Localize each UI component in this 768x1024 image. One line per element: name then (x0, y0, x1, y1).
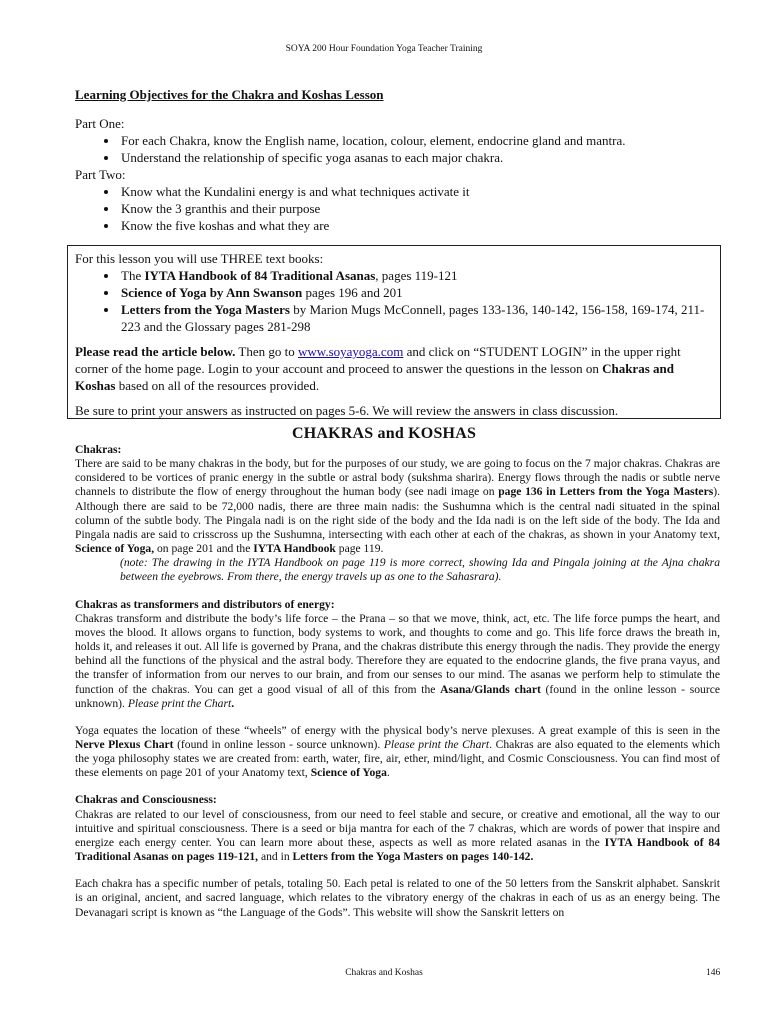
box-intro: For this lesson you will use THREE text books: (75, 251, 324, 266)
text-italic: Please print the Chart (127, 696, 232, 710)
section-heading: Chakras as transformers and distributors of energy: (75, 597, 335, 611)
instruction-bold: Please read the article below. (75, 344, 236, 359)
text-bold: Science of Yoga (310, 766, 387, 780)
text-bold: page 136 in Letters from the Yoga Masters (498, 485, 714, 499)
page-number: 146 (706, 968, 721, 978)
book-text: , pages 119-121 (375, 268, 458, 283)
text: and in (258, 850, 293, 864)
text: . (386, 766, 390, 780)
paragraph (75, 457, 720, 556)
text: (found in online lesson - source unknown). (173, 737, 384, 751)
part-one-list (75, 132, 715, 166)
section-heading: Chakras: (75, 443, 122, 456)
instruction-text: Then go to (235, 344, 299, 359)
note-paragraph: (note: The drawing in the IYTA Handbook on page 119 is more correct, showing Ida and Pingala joining at the Ajna chakra between the eyebrows. From there, the energy travels up as one to the Sahasrara). (120, 556, 720, 584)
text-italic: Please print the Chart (383, 737, 490, 751)
instruction-text: based on all of the resources provided. (115, 378, 320, 393)
list-item (119, 284, 713, 301)
book-text: pages 196 and 201 (302, 285, 403, 300)
text: Yoga equates the location of these “wheels” of energy with the physical body’s nerve plexuses. A great example of this is seen in the (75, 723, 720, 737)
list-item: • Understand the relationship of specific yoga asanas to each major chakra. (119, 149, 715, 166)
instruction-text: and click on “STUDENT LOGIN” in the upper right corner of the home page. Login to your account and proceed to answer the questions in the lesson on (75, 344, 681, 376)
text-bold: Letters from the Yoga Masters on pages 140-142. (292, 850, 534, 864)
print-note: Be sure to print your answers as instructed on pages 5-6. We will review the answers in class discussion. (75, 403, 619, 418)
list-item (119, 301, 713, 335)
part-two-list (75, 183, 715, 234)
book-title: Science of Yoga by Ann Swanson (121, 285, 303, 300)
list-item (119, 267, 713, 284)
page-title: CHAKRAS and KOSHAS (291, 425, 477, 442)
learning-objectives (75, 86, 715, 234)
text: Chakras transform and distribute the body’s life force – the Prana – so that we move, think, act, etc. The life force pumps the heart, and moves the blood. It allows organs to function, body systems to work, and thoughts to come and go. This life force draws the breath in, holds it, and releases it out. All life is governed by Prana, and the chakras distribute this energy through the nadis. They provide the energy behind all the functions of the physical and the astral body. Therefore they are equated to the endocrine glands, the five prana vayus, and the transfer of information from our nerves to our brain, and from our senses to our mind. The asanas we perform help to stimulate the function of the chakras. You can get a good visual of all of this from the (75, 611, 720, 696)
list-item: • Know what the Kundalini energy is and what techniques activate it (119, 183, 715, 200)
text-bold: Science of Yoga, (75, 542, 155, 556)
textbooks-box (67, 245, 721, 419)
text-bold: IYTA Handbook (253, 542, 336, 556)
part-two-label: Part Two: (75, 167, 126, 182)
book-title: Letters from the Yoga Masters (121, 302, 290, 317)
text-bold: . (231, 696, 235, 710)
list-item: • Know the 3 granthis and their purpose (119, 200, 715, 217)
text: page 119. (335, 542, 384, 556)
instruction-bold: Chakras and Koshas (75, 361, 674, 393)
textbooks-list (75, 267, 713, 335)
section-heading: Chakras and Consciousness: (75, 793, 217, 807)
text: (found in the online lesson - source unknown). (75, 682, 720, 710)
paragraph (75, 724, 720, 781)
running-header: SOYA 200 Hour Foundation Yoga Teacher Training (285, 44, 483, 54)
book-text: The (121, 268, 145, 283)
paragraph: Each chakra has a specific number of petals, totaling 50. Each petal is related to one of the 50 letters from the Sanskrit alphabet. Sanskrit is an original, ancient, and sacred language, which relates to the vibratory energy of the chakras in each of us as an energy being. The Devanagari script is known as “the Language of the Gods”. This website will show the Sanskrit letters on (75, 877, 720, 919)
book-title: IYTA Handbook of 84 Traditional Asanas (144, 268, 376, 283)
article-body (75, 443, 720, 920)
footer-title: Chakras and Koshas (345, 968, 423, 978)
book-text: by Marion Mugs McConnell, pages 133-136, 140-142, 156-158, 169-174, 211-223 and the Glossary pages 281-298 (121, 302, 705, 334)
paragraph (75, 612, 720, 711)
text-bold: Asana/Glands chart (440, 682, 541, 696)
text-bold: Nerve Plexus Chart (75, 737, 174, 751)
instructions-paragraph (75, 343, 713, 394)
part-one-label: Part One: (75, 116, 125, 131)
text: ). Although there are said to be 72,000 nadis, there are three main nadis: the Sushumna which is the central nadi situated in the spinal column of the subtle body. The Pingala nadi is on the right side of the body and the Ida nadi is on the left side of the body. The Ida and Pingala nadis are said to crisscross up the Sushumna, intersecting with each other at each of the chakras, as shown in your Anatomy text, (75, 485, 720, 541)
objectives-title: Learning Objectives for the Chakra and Koshas Lesson (75, 87, 384, 102)
soyayoga-link[interactable]: www.soyayoga.com (298, 344, 404, 359)
list-item: • Know the five koshas and what they are (119, 217, 715, 234)
list-item: • For each Chakra, know the English name, location, colour, element, endocrine gland and mantra. (119, 132, 715, 149)
text: . Chakras are also equated to the elements which the yoga philosophy states we are created from: earth, water, fire, air, ether, mind/light, and Cosmic Consciousness. You can find most of these elements on page 201 of your Anatomy text, (75, 737, 720, 780)
text: Chakras are related to our level of consciousness, from our need to feel stable and secure, or creative and emotional, all the way to our intuitive and spiritual consciousness. There is a seed or bija mantra for each of the 7 chakras, which are words of power that inspire and energize each energy center. You can learn more about these, aspects as well as more related asanas in the (75, 807, 720, 849)
text-bold: IYTA Handbook of 84 Traditional Asanas on pages 119-121, (75, 835, 721, 864)
text: There are said to be many chakras in the body, but for the purposes of our study, we are going to focus on the 7 major chakras. Chakras are considered to be vortices of pranic energy in the subtle or astral body (sukshma sharira). Energy flows through the nadis or subtle nerve channels to distribute the flow of energy throughout the human body (see nadi image on (75, 457, 720, 499)
paragraph (75, 808, 720, 865)
text: on page 201 and the (154, 542, 254, 556)
